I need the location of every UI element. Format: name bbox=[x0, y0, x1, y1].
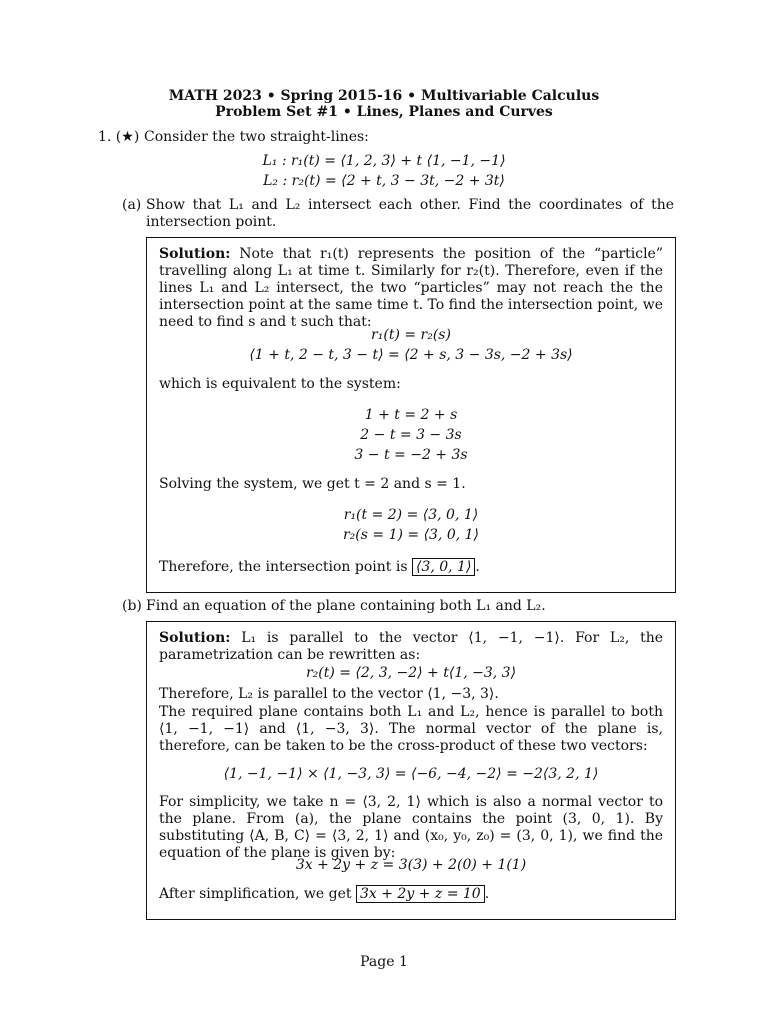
line-l1-equation bbox=[0, 152, 768, 170]
part-b-question: Find an equation of the plane containing both L₁ and L₂. bbox=[146, 598, 546, 614]
line-l2-label: L₂ : bbox=[263, 173, 292, 189]
part-a-conclusion bbox=[159, 559, 663, 576]
part-b-solution-intro bbox=[159, 630, 663, 664]
part-b-solution-box bbox=[146, 621, 676, 920]
part-a-check-r2: r₂(s = 1) = ⟨3, 0, 1⟩ bbox=[342, 527, 480, 543]
part-b-eq-cross-product: ⟨1, −1, −1⟩ × ⟨1, −3, 3⟩ = ⟨−6, −4, −2⟩ = −2⟨3, 2, 1⟩ bbox=[223, 766, 599, 782]
header-problem-set-line: Problem Set #1 • Lines, Planes and Curves bbox=[215, 104, 553, 120]
part-a-question: Show that L₁ and L₂ intersect each other. Find the coordinates of the intersection point. bbox=[146, 197, 674, 230]
part-b-normal-explanation: The required plane contains both L₁ and L₂, hence is parallel to both ⟨1, −1, −1⟩ and ⟨1, −3, 3⟩. The normal vector of the plane is, therefore, can be taken to be the cross-product of these two vectors: bbox=[159, 704, 663, 754]
question-prompt: Consider the two straight-lines: bbox=[144, 129, 369, 145]
part-a-system-eq3: 3 − t = −2 + 3s bbox=[354, 447, 468, 463]
part-a-conclusion-prefix: Therefore, the intersection point is bbox=[159, 559, 412, 575]
part-b-conclusion bbox=[159, 886, 663, 903]
part-b-eq-plane-expanded: 3x + 2y + z = 3(3) + 2(0) + 1(1) bbox=[295, 857, 527, 873]
part-a-conclusion-suffix: . bbox=[475, 559, 480, 575]
part-b-label: (b) bbox=[122, 598, 142, 614]
part-b-conclusion-suffix: . bbox=[484, 886, 490, 902]
part-b-eq-reparam: r₂(t) = ⟨2, 3, −2⟩ + t⟨1, −3, 3⟩ bbox=[305, 665, 517, 681]
part-b-conclusion-prefix: After simplification, we get bbox=[159, 886, 356, 902]
part-b-solution-heading: Solution: bbox=[159, 630, 231, 646]
part-a-system-eq2: 2 − t = 3 − 3s bbox=[360, 427, 462, 443]
part-b-solution-intro-text: L₁ is parallel to the vector ⟨1, −1, −1⟩. For L₂, the parametrization can be rewritten as: bbox=[159, 630, 663, 663]
page-number: Page 1 bbox=[360, 954, 408, 970]
part-a-solution-intro bbox=[159, 246, 663, 331]
part-a-label: (a) bbox=[122, 197, 142, 213]
part-a-solution-heading: Solution: bbox=[159, 246, 231, 262]
document-header bbox=[0, 88, 768, 120]
part-a-system-intro: which is equivalent to the system: bbox=[159, 376, 401, 392]
part-a-solution-intro-text: Note that r₁(t) represents the position of the “particle” travelling along L₁ at time t. Similarly for r₂(t). Therefore, even if the lines L₁ and L₂ intersect, the two “particles” may not reach the the intersection point at the same time t. To find the intersection point, we need to find s and t such that: bbox=[159, 246, 664, 330]
line-l2-param: r₂(t) = ⟨2 + t, 3 − 3t, −2 + 3t⟩ bbox=[291, 173, 505, 189]
line-l1-label: L₁ : bbox=[262, 153, 291, 169]
part-b-parallel-l2: Therefore, L₂ is parallel to the vector ⟨1, −3, 3⟩. bbox=[159, 686, 499, 702]
part-a-eq-components: ⟨1 + t, 2 − t, 3 − t⟩ = ⟨2 + s, 3 − 3s, −2 + 3s⟩ bbox=[249, 347, 573, 363]
question-number: 1. (★) bbox=[98, 129, 140, 145]
part-b-substitution-text: For simplicity, we take n = ⟨3, 2, 1⟩ which is also a normal vector to the plane. From (a), the plane contains the point (3, 0, 1). By substituting ⟨A, B, C⟩ = ⟨3, 2, 1⟩ and (x₀, y₀, z₀) = (3, 0, 1), we find the equation of the plane is given by: bbox=[159, 794, 663, 861]
line-l2-equation bbox=[0, 172, 768, 190]
part-a-check-r1: r₁(t = 2) = ⟨3, 0, 1⟩ bbox=[343, 507, 479, 523]
part-a-answer-box: ⟨3, 0, 1⟩ bbox=[412, 558, 475, 576]
part-a-system-eq1: 1 + t = 2 + s bbox=[364, 407, 458, 423]
part-a-solve-text: Solving the system, we get t = 2 and s = 1. bbox=[159, 476, 466, 492]
header-course-line: MATH 2023 • Spring 2015-16 • Multivariable Calculus bbox=[168, 88, 600, 104]
part-b-answer-box: 3x + 2y + z = 10 bbox=[356, 885, 485, 903]
line-l1-param: r₁(t) = ⟨1, 2, 3⟩ + t ⟨1, −1, −1⟩ bbox=[290, 153, 506, 169]
part-a-eq-vector-equal: r₁(t) = r₂(s) bbox=[371, 327, 451, 343]
part-a-solution-box bbox=[146, 237, 676, 593]
